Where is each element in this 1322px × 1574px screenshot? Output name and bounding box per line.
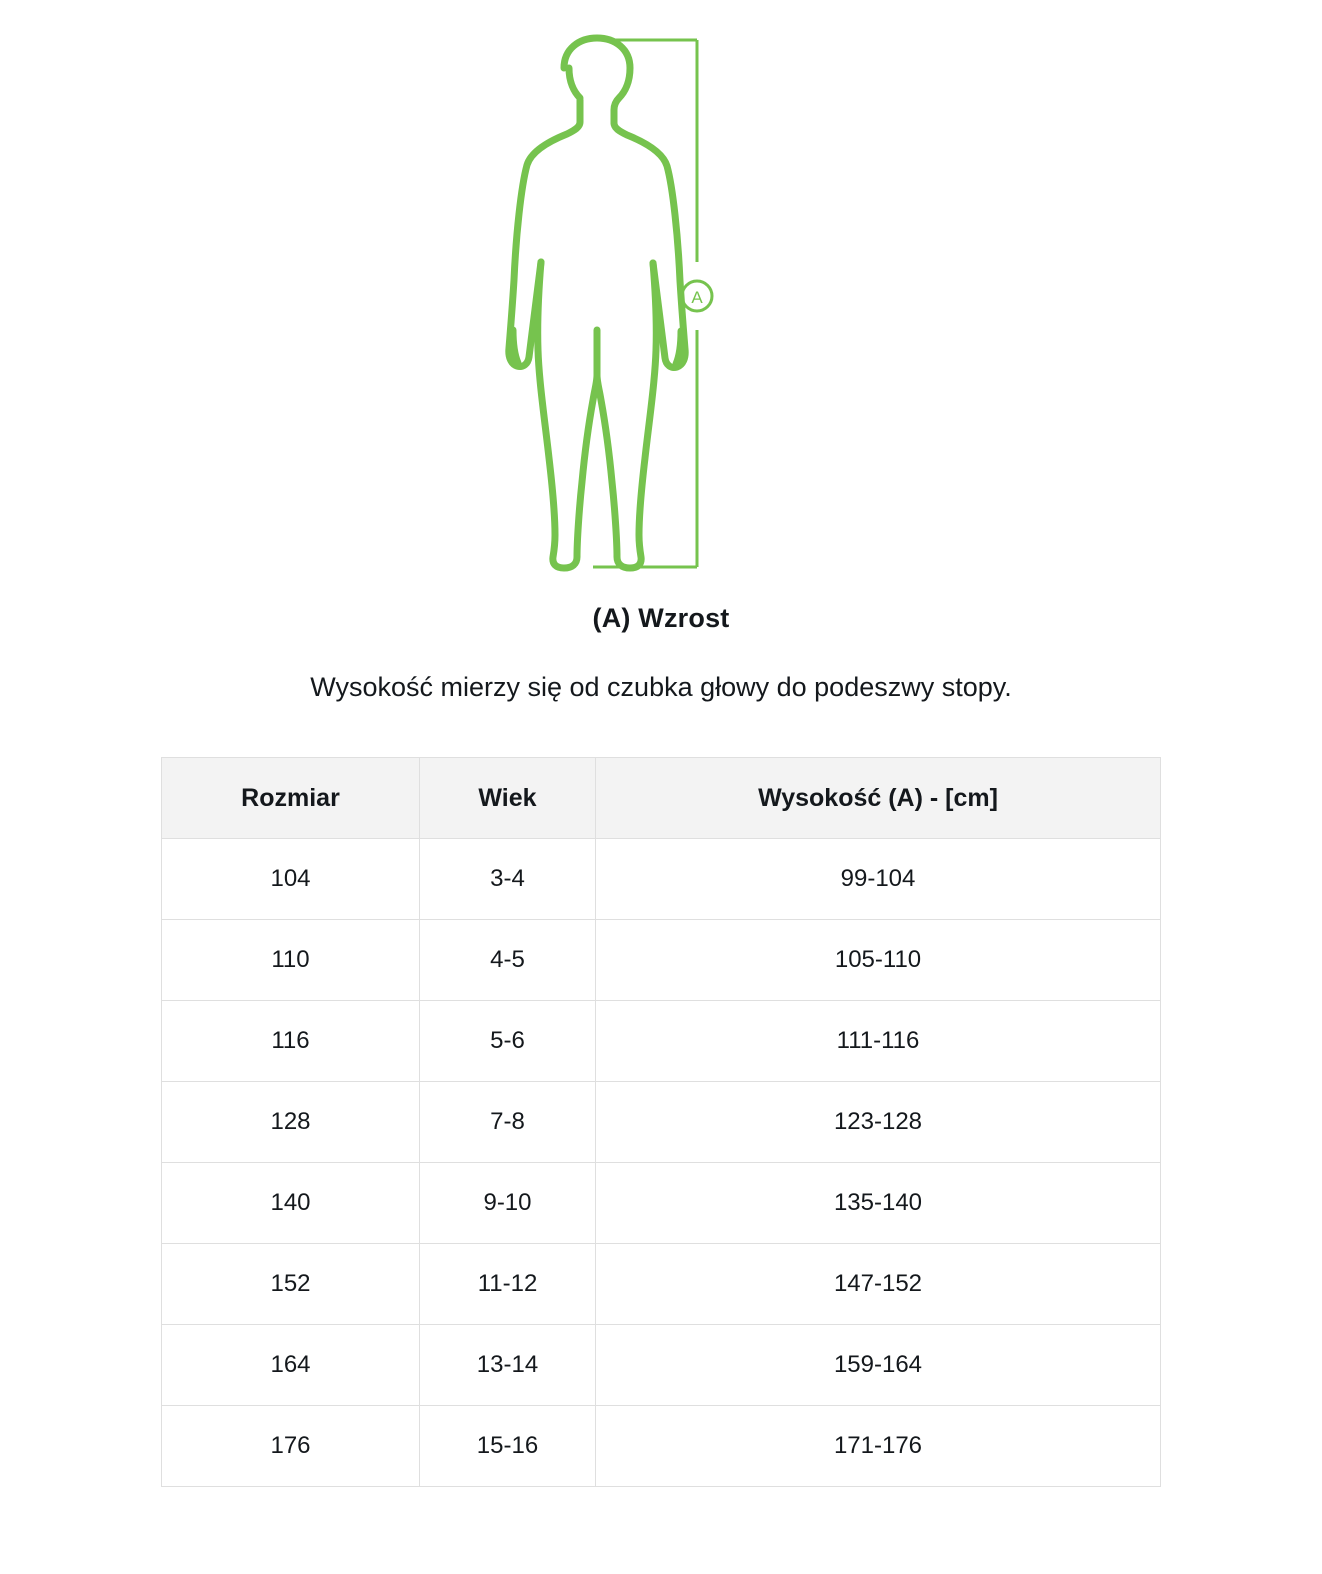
table-row xyxy=(162,1325,1161,1406)
cell-height: 105-110 xyxy=(596,920,1161,1001)
cell-height: 99-104 xyxy=(596,839,1161,920)
cell-size: 104 xyxy=(162,839,420,920)
cell-height: 171-176 xyxy=(596,1406,1161,1487)
cell-height: 147-152 xyxy=(596,1244,1161,1325)
size-table-wrap xyxy=(161,757,1161,1487)
cell-size: 164 xyxy=(162,1325,420,1406)
cell-age: 4-5 xyxy=(420,920,596,1001)
table-header-row xyxy=(162,758,1161,839)
figure-title: (A) Wzrost xyxy=(592,603,730,633)
cell-size: 116 xyxy=(162,1001,420,1082)
cell-size: 110 xyxy=(162,920,420,1001)
cell-age: 11-12 xyxy=(420,1244,596,1325)
cell-height: 123-128 xyxy=(596,1082,1161,1163)
column-header-height: Wysokość (A) - [cm] xyxy=(596,758,1161,839)
table-row xyxy=(162,1082,1161,1163)
cell-size: 176 xyxy=(162,1406,420,1487)
cell-age: 9-10 xyxy=(420,1163,596,1244)
cell-size: 140 xyxy=(162,1163,420,1244)
column-header-age: Wiek xyxy=(420,758,596,839)
cell-age: 13-14 xyxy=(420,1325,596,1406)
cell-age: 7-8 xyxy=(420,1082,596,1163)
table-row xyxy=(162,1001,1161,1082)
cell-age: 15-16 xyxy=(420,1406,596,1487)
size-table xyxy=(161,757,1161,1487)
cell-size: 128 xyxy=(162,1082,420,1163)
column-header-size: Rozmiar xyxy=(162,758,420,839)
table-head xyxy=(162,758,1161,839)
table-row xyxy=(162,1163,1161,1244)
table-row xyxy=(162,839,1161,920)
cell-age: 5-6 xyxy=(420,1001,596,1082)
figure-area xyxy=(0,0,1322,575)
table-row xyxy=(162,920,1161,1001)
cell-size: 152 xyxy=(162,1244,420,1325)
cell-height: 111-116 xyxy=(596,1001,1161,1082)
table-body xyxy=(162,839,1161,1487)
dimension-marker-label: A xyxy=(691,288,703,307)
figure-description: Wysokość mierzy się od czubka głowy do podeszwy stopy. xyxy=(310,672,1012,702)
cell-age: 3-4 xyxy=(420,839,596,920)
table-row xyxy=(162,1244,1161,1325)
child-body-height-silhouette-icon xyxy=(501,30,821,575)
table-row xyxy=(162,1406,1161,1487)
cell-height: 135-140 xyxy=(596,1163,1161,1244)
cell-height: 159-164 xyxy=(596,1325,1161,1406)
